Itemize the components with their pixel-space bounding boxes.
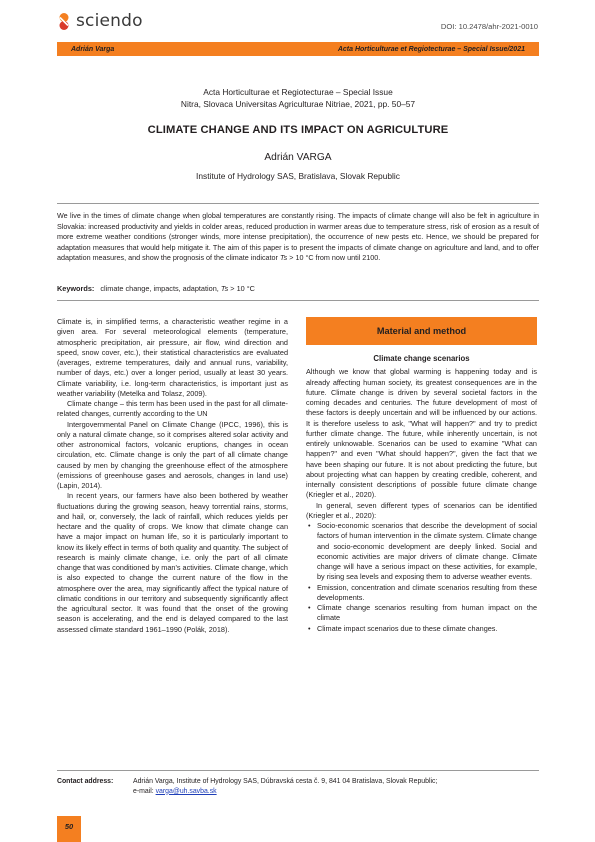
scenario-list (306, 521, 537, 634)
abstract-top-rule (57, 203, 539, 204)
list-item: • Emission, concentration and climate scenarios resulting from these developments. (306, 583, 537, 604)
abstract (57, 211, 539, 264)
right-column (306, 317, 537, 634)
keywords-suffix: > 10 °C (228, 284, 255, 293)
list-item: • Socio-economic scenarios that describe the development of social factors of human intervention in the climate system. Climate change and socio-economic development are deeply linked. Social and economic activities are major drivers of climate change. Climate change will have a serious impact on these activities, for example, by rising sea levels and exposing them to adverse weather events. (306, 521, 537, 583)
paragraph: In recent years, our farmers have also been bothered by weather fluctuations during the growing season, heavy torrential rains, storms, and hail, or, conversely, the lack of rainfall, which reduces yields per hectare and the quality of crops. We know that climate change can have a major impact on human life, so it is particularly important to know its likely effect in terms of both quality and quantity. The subject of research is mainly climate change, i.e. only the part of all climate change that was conditioned by man's activities. Climate change, which is also expected to change the current nature of the flow in the atmosphere over the area, may significantly affect the typical nature of climatic conditions in our territory and subsequently significantly affect the agricultural sector. It was found that the onset of the growing season is accelerating, and the end is delayed compared to the last assessed climate standard 1961–1990 (Polák, 2018). (57, 491, 288, 634)
contact-email-line (133, 787, 437, 797)
journal-line-1: Acta Horticulturae et Regiotecturae – Special Issue (203, 87, 393, 97)
abstract-bottom-rule (57, 300, 539, 301)
journal-line-2: Nitra, Slovaca Universitas Agriculturae Nitriae, 2021, pp. 50–57 (180, 99, 416, 109)
page-number: 50 (57, 816, 81, 842)
email-prefix: e-mail: (133, 787, 156, 795)
journal-info (57, 86, 539, 110)
keywords-indicator: Ts (220, 284, 229, 293)
publisher-logo (57, 11, 143, 31)
running-header (57, 42, 539, 56)
paragraph: Although we know that global warming is happening today and is already affecting human society, its greatest consequences are in the future. Climate change is driven by several societal factors in the coming decades and centuries. The future development of most of these factors is deeply uncertain and will be influenced by our actions. It is therefore useless to ask, "What will happen?" and try to predict further climate change. The future, while inherently uncertain, is not entirely unknowable. Scenarios can be used to examine "What can happen?" and even "What should happen?", given the fact that we have been shaping our future. It is not about predicting the future, but about projecting what can happen by creating credible, coherent, and internally consistent descriptions of possible future climate change (Kriegler et al., 2020). (306, 367, 537, 500)
running-header-author: Adrián Varga (71, 45, 115, 53)
sciendo-logo-icon (57, 13, 71, 30)
list-item: • Climate impact scenarios due to these climate changes. (306, 624, 537, 634)
abstract-text: We live in the times of climate change when global temperatures are constantly rising. The impacts of climate change will also be felt in agriculture in Slovakia: increased productivity and yields in colder areas, reduced production in warmer areas due to temperature stress, risk of erosion as a result of more extreme weather conditions (stronger winds, more intense precipitation), the occurrence of new pests etc. Hence, we should be prepared for adaptation measures that would help mitigate it. The aim of this paper is to present the impacts of climate change on agriculture and land, and to offer adaptation measures, and show the prognosis of the climate indicator (57, 211, 539, 263)
author-name: Adrián VARGA (264, 152, 332, 163)
abstract-indicator: Ts (279, 253, 288, 263)
logo-text: sciendo (76, 11, 143, 31)
email-link[interactable]: varga@uh.savba.sk (155, 787, 217, 795)
paragraph: In general, seven different types of scenarios can be identified (Kriegler et al., 2020): (306, 500, 537, 520)
contact-address (57, 777, 539, 796)
paragraph: Intergovernmental Panel on Climate Change (IPCC, 1996), this is only a natural climate change, so it comprises altered solar activity and other astronomical factors, volcanic eruptions, changes in ocean circulation, etc. Climate change is only the part of all climate change caused by men by changing the greenhouse effect of the atmosphere (emissions of greenhouse gases and aerosols, changes in land use) (Lapin, 2014). (57, 419, 288, 490)
paper-title: CLIMATE CHANGE AND ITS IMPACT ON AGRICULTURE (147, 124, 449, 136)
list-item: • Climate change scenarios resulting from human impact on the climate (306, 603, 537, 624)
left-column (57, 317, 288, 635)
section-heading: Material and method (306, 317, 537, 345)
paragraph: Climate is, in simplified terms, a characteristic weather regime in a given area. For several meteorological elements (temperature, atmospheric precipitation, air pressure, air flow, wind direction and speed, snow cover, etc.), their statistical characteristics are evaluated (averages, extreme temperatures, daily and annual runs, variability, number of days, etc.) over a longer period, usually at least 30 years. Climate variability, i.e. long-term characteristics, is important just as weather variability (Metelka and Tolasz, 2009). (57, 317, 288, 398)
subsection-heading: Climate change scenarios (373, 354, 470, 363)
author-affiliation: Institute of Hydrology SAS, Bratislava, Slovak Republic (196, 171, 400, 181)
doi-label: DOI: 10.2478/ahr-2021-0010 (440, 22, 538, 31)
contact-details (133, 777, 437, 796)
keywords (57, 284, 539, 293)
running-header-journal: Acta Horticulturae et Regiotecturae – Special Issue/2021 (337, 45, 525, 53)
keywords-label: Keywords: (57, 284, 95, 293)
contact-line: Adrián Varga, Institute of Hydrology SAS, Dúbravská cesta č. 9, 841 04 Bratislava, Slovak Republic; (133, 778, 438, 785)
abstract-text-end: > 10 °C from now until 2100. (287, 253, 381, 263)
keywords-text: climate change, impacts, adaptation, (100, 284, 219, 293)
footer-rule (57, 770, 539, 771)
paragraph: Climate change – this term has been used in the past for all climate-related changes, currently according to the UN (57, 399, 288, 419)
contact-label: Contact address: (57, 778, 114, 785)
